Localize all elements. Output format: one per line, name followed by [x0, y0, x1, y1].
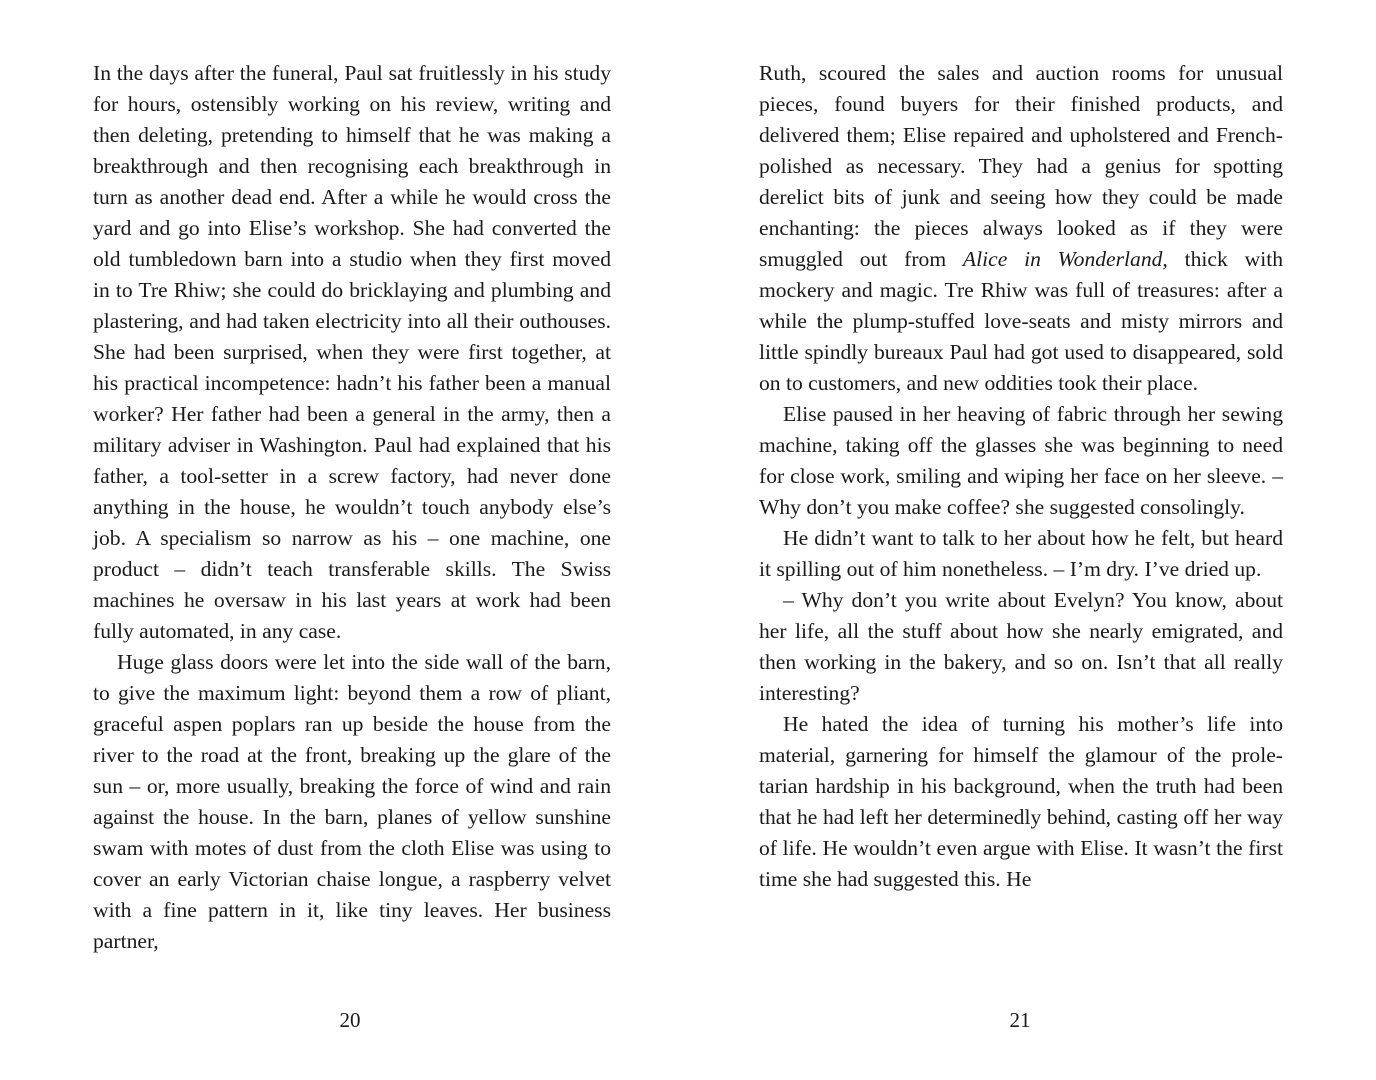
book-title-italic: Alice in Wonderland,	[962, 247, 1168, 271]
paragraph	[759, 58, 1283, 399]
paragraph: Elise paused in her heaving of fabric through her sewing machine, taking off the glasses she was beginning to need for close work, smiling and wiping her face on her sleeve. – Why don’t you make coffee? she suggested consolingly.	[759, 402, 1283, 519]
text-run: thick with mockery and magic. Tre Rhiw was full of treasures: after a while the plump-stuffed love-seats and misty mirrors and little spindly bureaux Paul had got used to disappeared, sold on to customers, and new oddities took their place.	[759, 247, 1283, 395]
page-number-right: 21	[1009, 1008, 1031, 1032]
paragraph: – Why don’t you write about Evelyn? You know, about her life, all the stuff about how she nearly emigrated, and then working in the bakery, and so on. Isn’t that all really interesting?	[759, 588, 1283, 705]
paragraph: He hated the idea of turning his mother’s life into material, garnering for himself the glamour of the proletarian hardship in his background, when the truth had been that he had left her determinedly behind, casting off her way of life. He wouldn’t even argue with Elise. It wasn’t the first time she had suggested this. He	[759, 712, 1283, 891]
text-run: Ruth, scoured the sales and auction rooms for unusual pieces, found buyers for their finished products, and delivered them; Elise repaired and upholstered and French-polished as necessary. They had a genius for spotting derelict bits of junk and seeing how they could be made enchanting: the pieces always looked as if they were smuggled out from	[759, 61, 1283, 271]
right-page	[759, 58, 1283, 895]
page-number-left: 20	[339, 1008, 361, 1032]
paragraph: Huge glass doors were let into the side wall of the barn, to give the maximum light: beyond them a row of pliant, graceful aspen poplars ran up beside the house from the river to the road at the front, breaking up the glare of the sun – or, more usually, breaking the force of wind and rain against the house. In the barn, planes of yellow sunshine swam with motes of dust from the cloth Elise was using to cover an early Victorian chaise longue, a raspberry velvet with a fine pattern in it, like tiny leaves. Her business partner,	[93, 650, 611, 953]
left-page	[93, 58, 611, 957]
paragraph: In the days after the funeral, Paul sat fruitlessly in his study for hours, ostensibly working on his review, writing and then deleting, pretending to himself that he was making a breakthrough and then recognising each breakthrough in turn as another dead end. After a while he would cross the yard and go into Elise’s workshop. She had converted the old tumbledown barn into a studio when they first moved in to Tre Rhiw; she could do bricklaying and plumbing and plastering, and had taken electricity into all their outhouses. She had been surprised, when they were first together, at his practical incompetence: hadn’t his father been a manual worker? Her father had been a general in the army, then a military adviser in Washington. Paul had explained that his father, a tool-setter in a screw factory, had never done anything in the house, he wouldn’t touch anybody else’s job. A specialism so narrow as his – one machine, one product – didn’t teach transferable skills. The Swiss machines he oversaw in his last years at work had been fully automated, in any case.	[93, 61, 611, 643]
paragraph: He didn’t want to talk to her about how he felt, but heard it spilling out of him nonetheless. – I’m dry. I’ve dried up.	[759, 526, 1283, 581]
